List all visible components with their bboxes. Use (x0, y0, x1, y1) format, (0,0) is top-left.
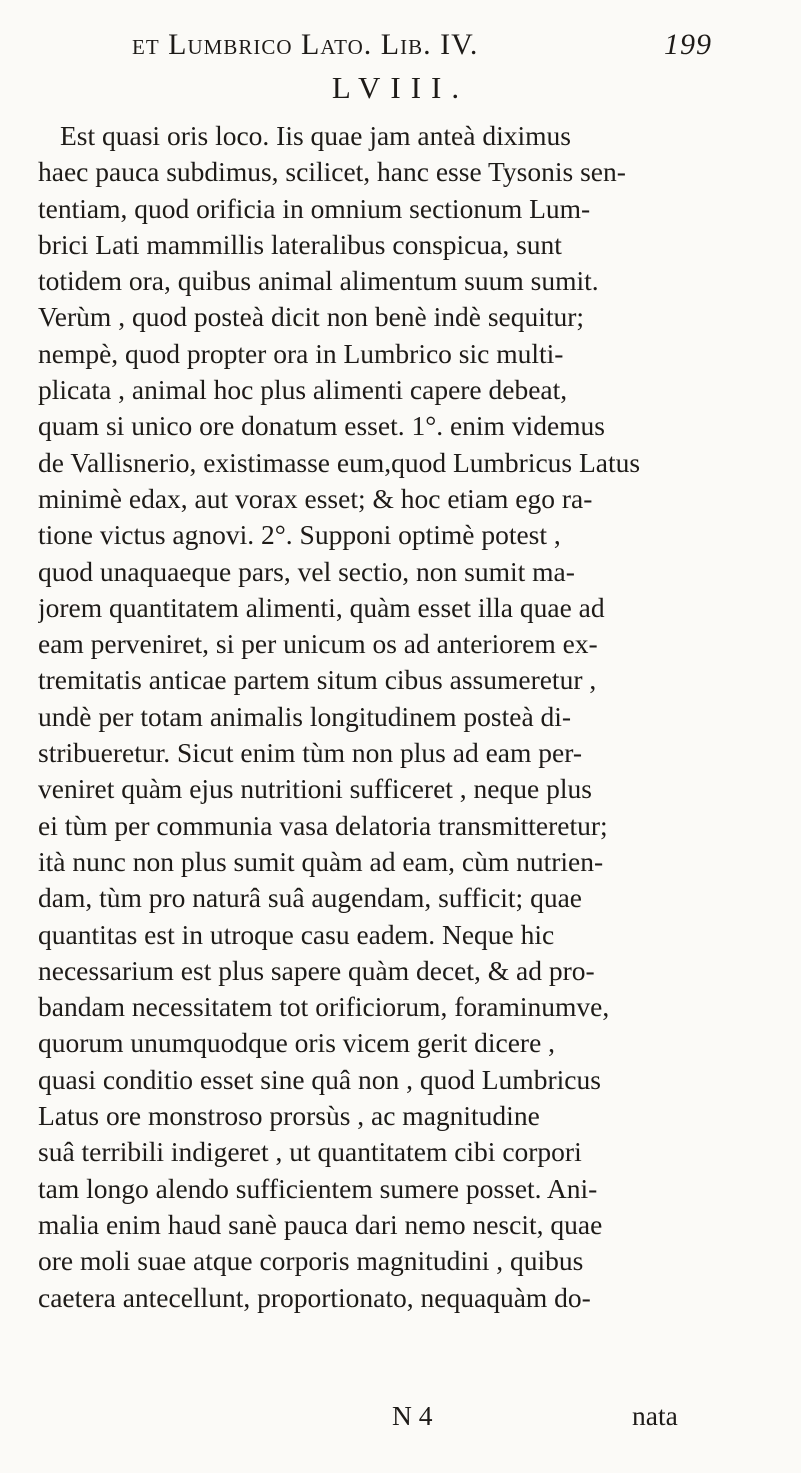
text-line: nempè, quod propter ora in Lumbrico sic multi- (38, 337, 564, 369)
text-line: quantitas est in utroque casu eadem. Neque hic (38, 918, 555, 950)
text-line: suâ terribili indigeret , ut quantitatem cibi corpori (38, 1136, 582, 1168)
text-line: jorem quantitatem alimenti, quàm esset illa quae ad (38, 591, 605, 623)
running-head (132, 28, 712, 68)
body-text (38, 118, 773, 1316)
text-line: tremitatis anticae partem situm cibus assumeretur , (38, 664, 597, 696)
text-line: veniret quàm ejus nutritioni sufficeret , neque plus (38, 773, 592, 805)
text-line: stribueretur. Sicut enim tùm non plus ad eam per- (38, 737, 582, 769)
text-line: tentiam, quod orificia in omnium sectionum Lum- (38, 192, 591, 224)
text-line: ore moli suae atque corporis magnitudini , quibus (38, 1245, 584, 1277)
text-line: de Vallisnerio, existimasse eum,quod Lumbricus Latus (38, 446, 641, 478)
text-line: Verùm , quod posteà dicit non benè indè sequitur; (38, 301, 585, 333)
text-line: Est quasi oris loco. Iis quae jam anteà diximus (60, 120, 571, 151)
text-line: quam si unico ore donatum esset. 1°. enim videmus (38, 410, 606, 442)
text-line: dam, tùm pro naturâ suâ augendam, sufficit; quae (38, 882, 582, 914)
text-line: tione victus agnovi. 2°. Supponi optimè potest , (38, 519, 561, 551)
text-line: quorum unumquodque oris vicem gerit dicere , (38, 1027, 556, 1059)
text-line: ità nunc non plus sumit quàm ad eam, cùm nutrien- (38, 845, 604, 877)
text-line: eam perveniret, si per unicum os ad anteriorem ex- (38, 628, 598, 660)
text-line: plicata , animal hoc plus alimenti capere debeat, (38, 374, 568, 406)
section-numeral: LVIII. (331, 70, 470, 105)
text-line: caetera antecellunt, proportionato, nequaquàm do- (38, 1281, 591, 1313)
text-line: minimè edax, aut vorax esset; & hoc etiam ego ra- (38, 482, 593, 514)
text-line: tam longo alendo sufficientem sumere posset. Ani- (38, 1172, 598, 1204)
text-line: bandam necessitatem tot orificiorum, foraminumve, (38, 991, 610, 1023)
catchline (0, 1400, 801, 1436)
text-line: malia enim haud sanè pauca dari nemo nescit, quae (38, 1208, 603, 1240)
text-line: necessarium est plus sapere quàm decet, & ad pro- (38, 954, 595, 986)
text-line: ei tùm per communia vasa delatoria transmitteretur; (38, 809, 608, 841)
text-line: brici Lati mammillis lateralibus conspicua, sunt (38, 228, 562, 260)
text-line: quasi conditio esset sine quâ non , quod Lumbricus (38, 1063, 601, 1095)
text-line: haec pauca subdimus, scilicet, hanc esse Tysonis sen- (38, 156, 626, 188)
text-line: quod unaquaeque pars, vel sectio, non sumit ma- (38, 555, 575, 587)
text-line: totidem ora, quibus animal alimentum suum sumit. (38, 265, 599, 297)
catchword: nata (632, 1400, 678, 1431)
signature-mark: N 4 (392, 1400, 433, 1431)
text-line: undè per totam animalis longitudinem posteà di- (38, 700, 572, 732)
page-number: 199 (664, 28, 712, 61)
text-line: Latus ore monstroso prorsùs , ac magnitudine (38, 1100, 540, 1132)
running-head-title: et Lumbrico Lato. Lib. IV. (132, 28, 479, 61)
